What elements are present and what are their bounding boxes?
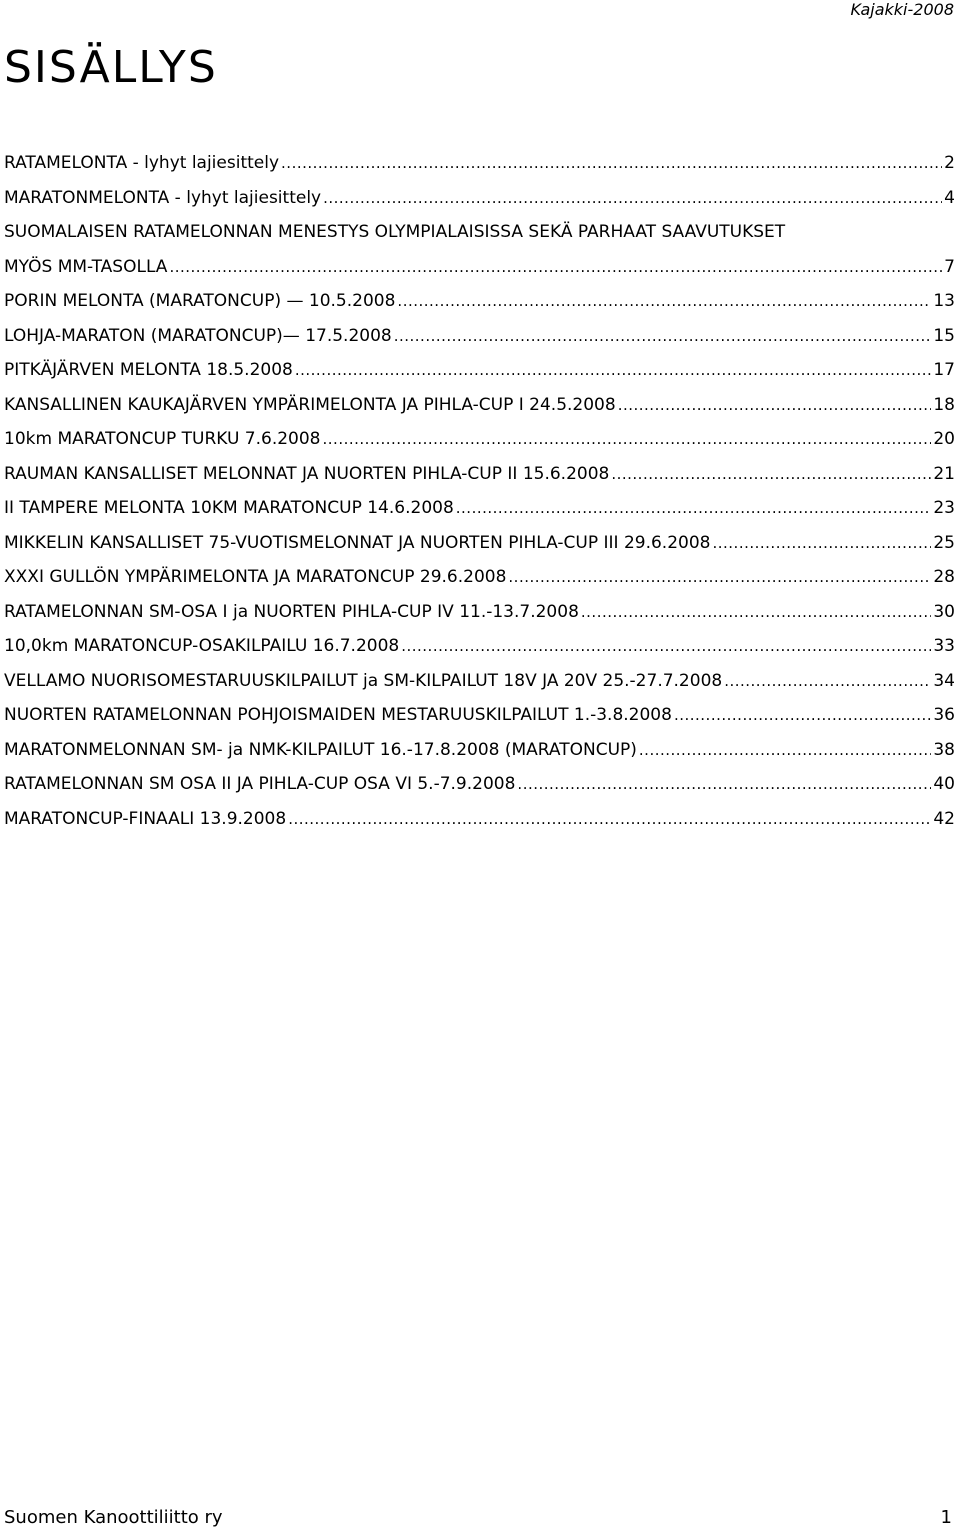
toc-entry[interactable]: [4, 733, 955, 768]
toc-entry-title: PORIN MELONTA (MARATONCUP) — 10.5.2008: [4, 291, 396, 311]
toc-entry[interactable]: [4, 802, 955, 837]
toc-entry-title: MARATONCUP-FINAALI 13.9.2008: [4, 808, 287, 829]
toc-entry-title: KANSALLINEN KAUKAJÄRVEN YMPÄRIMELONTA JA PIHLA-CUP I 24.5.2008: [4, 394, 616, 415]
toc-entry-title: 10km MARATONCUP TURKU 7.6.2008: [4, 429, 321, 449]
dot-leader: [281, 146, 942, 181]
toc-entry-title: II TAMPERE MELONTA 10KM MARATONCUP 14.6.2008: [4, 498, 454, 518]
table-of-contents: [4, 146, 955, 836]
dot-leader: [639, 733, 931, 768]
toc-entry[interactable]: [4, 146, 955, 181]
toc-entry-title: MYÖS MM-TASOLLA: [4, 256, 168, 277]
toc-entry-title: XXXI GULLÖN YMPÄRIMELONTA JA MARATONCUP 29.6.2008: [4, 567, 507, 587]
toc-entry[interactable]: [4, 664, 955, 699]
toc-entry[interactable]: [4, 181, 955, 216]
dot-leader: [581, 595, 931, 630]
document-header: Kajakki-2008: [850, 0, 954, 19]
toc-entry-title: VELLAMO NUORISOMESTARUUSKILPAILUT ja SM-KILPAILUT 18V JA 20V 25.-27.7.2008: [4, 670, 723, 691]
dot-leader: [517, 767, 931, 802]
toc-entry-title: 10,0km MARATONCUP-OSAKILPAILU 16.7.2008: [4, 636, 400, 656]
toc-entry-title: MARATONMELONTA - lyhyt lajiesittely: [4, 187, 322, 208]
toc-entry[interactable]: [4, 526, 955, 561]
dot-leader: [611, 457, 931, 492]
footer-organization: Suomen Kanoottiliitto ry: [4, 1507, 223, 1528]
toc-entry-page: 7: [944, 256, 955, 277]
dot-leader: [674, 698, 931, 733]
toc-entry[interactable]: [4, 491, 955, 526]
toc-entry[interactable]: [4, 215, 955, 284]
toc-entry-title: PITKÄJÄRVEN MELONTA 18.5.2008: [4, 360, 293, 380]
footer-page-number: 1: [940, 1507, 952, 1528]
toc-entry-page: 21: [933, 463, 955, 484]
toc-entry-page: 4: [944, 187, 955, 208]
toc-entry[interactable]: [4, 422, 955, 457]
toc-entry-page: 20: [933, 429, 955, 449]
toc-entry[interactable]: [4, 353, 955, 388]
toc-entry-page: 17: [933, 360, 955, 380]
dot-leader: [401, 629, 931, 664]
toc-entry[interactable]: [4, 560, 955, 595]
toc-entry-page: 15: [933, 325, 955, 346]
dot-leader: [397, 284, 931, 319]
toc-entry-page: 34: [933, 670, 955, 691]
dot-leader: [295, 353, 932, 388]
toc-entry[interactable]: [4, 457, 955, 492]
toc-entry-page: 36: [933, 705, 955, 725]
dot-leader: [288, 802, 931, 837]
toc-entry-title-line1: SUOMALAISEN RATAMELONNAN MENESTYS OLYMPIALAISISSA SEKÄ PARHAAT SAAVUTUKSET: [4, 222, 786, 242]
dot-leader: [456, 491, 932, 526]
toc-entry-title: LOHJA-MARATON (MARATONCUP)— 17.5.2008: [4, 325, 392, 346]
dot-leader: [712, 526, 931, 561]
toc-entry-page: 42: [933, 808, 955, 829]
dot-leader: [323, 181, 942, 216]
toc-entry[interactable]: [4, 629, 955, 664]
toc-entry-title: NUORTEN RATAMELONNAN POHJOISMAIDEN MESTARUUSKILPAILUT 1.-3.8.2008: [4, 705, 672, 725]
toc-entry[interactable]: [4, 698, 955, 733]
toc-entry-title: RATAMELONNAN SM OSA II JA PIHLA-CUP OSA VI 5.-7.9.2008: [4, 774, 516, 794]
toc-entry-page: 30: [933, 601, 955, 622]
dot-leader: [508, 560, 931, 595]
toc-entry-title: MIKKELIN KANSALLISET 75-VUOTISMELONNAT JA NUORTEN PIHLA-CUP III 29.6.2008: [4, 532, 711, 553]
toc-entry[interactable]: [4, 767, 955, 802]
page-title: SISÄLLYS: [4, 42, 218, 93]
toc-entry-page: 13: [933, 291, 955, 311]
toc-entry-title: RAUMAN KANSALLISET MELONNAT JA NUORTEN PIHLA-CUP II 15.6.2008: [4, 463, 610, 484]
toc-entry[interactable]: [4, 388, 955, 423]
toc-entry-title: RATAMELONTA - lyhyt lajiesittely: [4, 153, 280, 173]
toc-entry-title: RATAMELONNAN SM-OSA I ja NUORTEN PIHLA-CUP IV 11.-13.7.2008: [4, 601, 579, 622]
dot-leader: [169, 250, 942, 285]
toc-entry[interactable]: [4, 284, 955, 319]
toc-entry-page: 40: [933, 774, 955, 794]
dot-leader: [724, 664, 931, 699]
toc-entry-title: MARATONMELONNAN SM- ja NMK-KILPAILUT 16.-17.8.2008 (MARATONCUP): [4, 739, 637, 760]
dot-leader: [394, 319, 932, 354]
toc-entry-page: 33: [933, 636, 955, 656]
toc-entry-page: 38: [933, 739, 955, 760]
toc-entry-page: 23: [933, 498, 955, 518]
toc-entry-page: 2: [944, 153, 955, 173]
dot-leader: [323, 422, 932, 457]
dot-leader: [618, 388, 932, 423]
toc-entry[interactable]: [4, 319, 955, 354]
toc-entry-page: 25: [933, 532, 955, 553]
toc-entry[interactable]: [4, 595, 955, 630]
toc-entry-page: 18: [933, 394, 955, 415]
toc-entry-page: 28: [933, 567, 955, 587]
